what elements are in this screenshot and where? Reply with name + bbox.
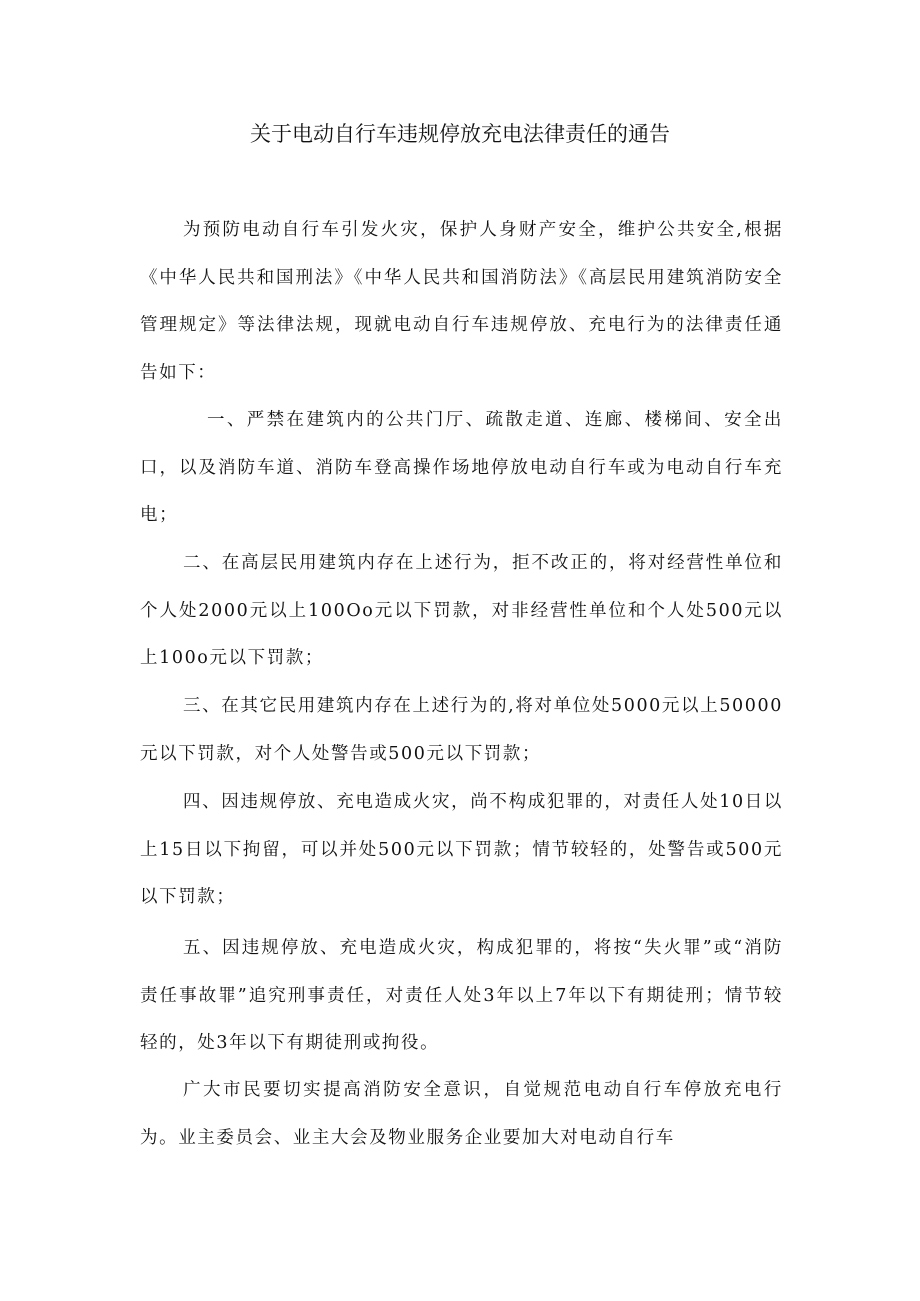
clause-5-paragraph: 五、因违规停放、充电造成火灾，构成犯罪的，将按“失火罪”或“消防责任事故罪”追究刑事责任，对责任人处3年以上7年以下有期徒刑；情节较轻的，处3年以下有期徒刑或拘役。 [140, 938, 783, 1054]
notice-title: 关于电动自行车违规停放充电法律责任的通告 [250, 122, 670, 146]
clause-2-paragraph: 二、在高层民用建筑内存在上述行为，拒不改正的，将对经营性单位和个人处2000元以上100Oo元以下罚款，对非经营性单位和个人处500元以上100o元以下罚款； [140, 553, 783, 669]
clause-1-paragraph: 一、严禁在建筑内的公共门厅、疏散走道、连廊、楼梯间、安全出口，以及消防车道、消防车登高操作场地停放电动自行车或为电动自行车充电； [140, 410, 783, 526]
clause-3-paragraph: 三、在其它民用建筑内存在上述行为的,将对单位处5000元以上50000元以下罚款，对个人处警告或500元以下罚款； [140, 696, 783, 764]
clause-4-paragraph: 四、因违规停放、充电造成火灾，尚不构成犯罪的，对责任人处10日以上15日以下拘留，可以并处500元以下罚款；情节较轻的，处警告或500元以下罚款； [140, 792, 783, 908]
intro-paragraph: 为预防电动自行车引发火灾，保护人身财产安全，维护公共安全,根据《中华人民共和国刑法》《中华人民共和国消防法》《高层民用建筑消防安全管理规定》等法律法规，现就电动自行车违规停放、充电行为的法律责任通告如下： [140, 220, 783, 383]
closing-paragraph: 广大市民要切实提高消防安全意识，自觉规范电动自行车停放充电行为。业主委员会、业主大会及物业服务企业要加大对电动自行车 [140, 1080, 783, 1148]
